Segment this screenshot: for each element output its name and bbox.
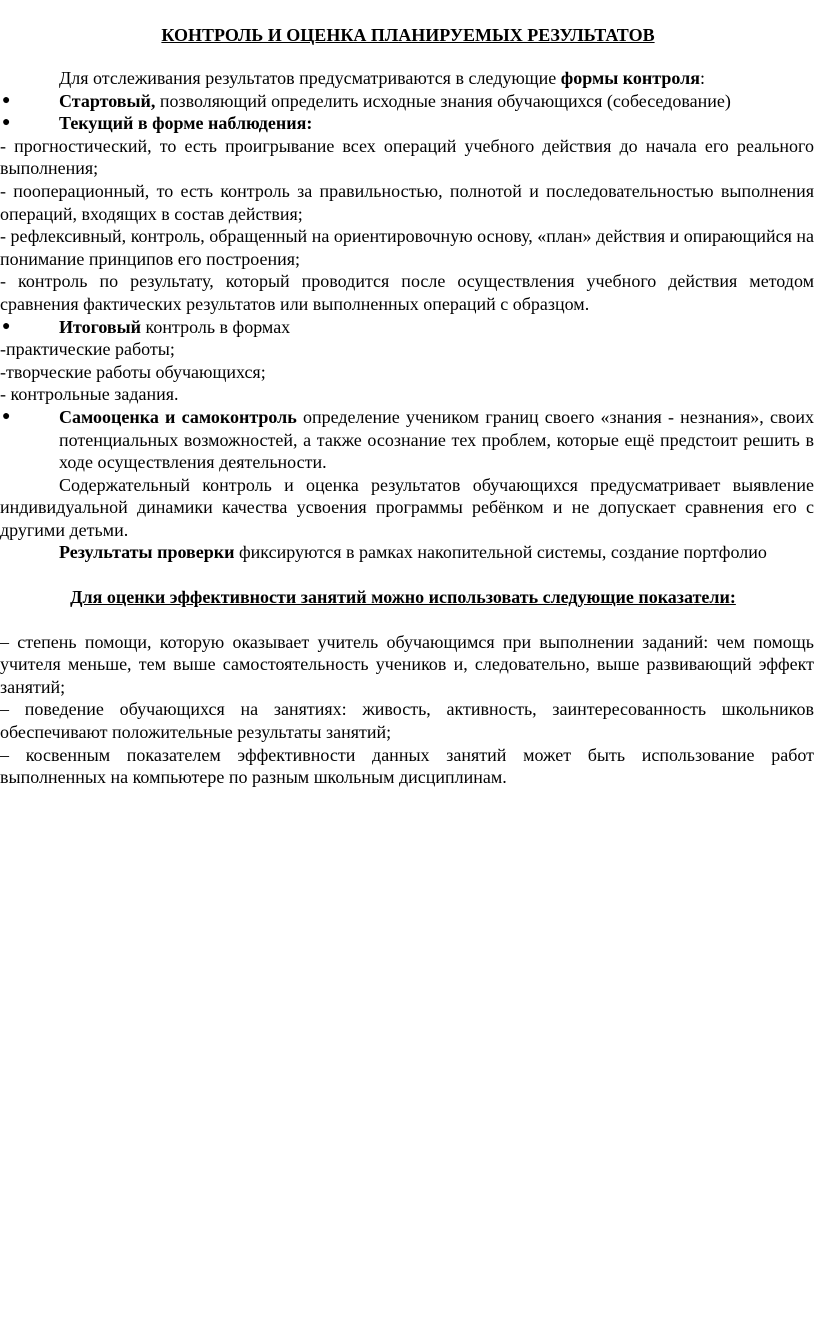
bullet-final-bold: Итоговый [59,316,142,337]
results-paragraph [0,541,814,564]
bullet-final [0,316,814,339]
intro-paragraph [0,67,814,90]
spacer [0,609,814,631]
bullet-current-bold: Текущий в форме наблюдения: [59,113,313,134]
final-item: -практические работы; [0,339,175,360]
bullet-self-text: определение учеником границ своего «знания - незнания», своих потенциальных возможностей, а также осознание тех проблем, которые ещё предстоит решить в ходе осуществления деятельности. [59,406,814,473]
intro-bold: формы контроля [560,68,700,88]
section-heading: Для оценки эффективности занятий можно использовать следующие показатели: [70,587,736,608]
bullet-start-text: позволяющий определить исходные знания обучающихся (собеседование) [155,90,731,111]
document-body [0,67,814,789]
bullet-current [0,112,814,135]
results-text: фиксируются в рамках накопительной системы, создание портфолио [234,542,767,563]
bullet-icon: ● [2,318,11,334]
bullet-icon: ● [2,92,11,108]
bullet-start [0,90,814,113]
final-item: -творческие работы обучающихся; [0,361,266,382]
bullet-icon: ● [2,408,11,424]
bullet-self-bold: Самооценка и самоконтроль [59,406,297,427]
spacer [0,564,814,586]
bullet-self [0,406,814,474]
bullet-start-bold: Стартовый, [59,90,156,111]
intro-text: Для отслеживания результатов предусматриваются в следующие [59,68,561,88]
indicator-item: – степень помощи, которую оказывает учитель обучающимся при выполнении заданий: чем помощь учителя меньше, тем выше самостоятельность учеников и, следовательно, выше развивающий эффект занятий; [0,631,814,697]
intro-tail: : [699,68,705,88]
current-item: - прогностический, то есть проигрывание всех операций учебного действия до начала его реального выполнения; [0,135,814,179]
bullet-icon: ● [2,115,11,131]
content-paragraph: Содержательный контроль и оценка результатов обучающихся предусматривает выявление индивидуальной динамики качества усвоения программы ребёнком и не допускает сравнения его с другими детьми. [0,474,814,540]
bullet-final-text: контроль в формах [141,316,291,337]
final-item: - контрольные задания. [0,384,179,405]
current-item: - пооперационный, то есть контроль за правильностью, полнотой и последовательностью выполнения операций, входящих в состав действия; [0,180,814,224]
indicator-item: – косвенным показателем эффективности данных занятий может быть использование работ выполненных на компьютере по разным школьным дисциплинам. [0,744,814,788]
indicator-item: – поведение обучающихся на занятиях: живость, активность, заинтересованность школьников обеспечивают положительные результаты занятий; [0,699,814,743]
results-bold: Результаты проверки [59,542,235,563]
current-item: - контроль по результату, который проводится после осуществления учебного действия методом сравнения фактических результатов или выполненных операций с образцом. [0,271,814,314]
current-item: - рефлексивный, контроль, обращенный на ориентировочную основу, «план» действия и опирающийся на понимание принципов его построения; [0,226,814,269]
page-title: КОНТРОЛЬ И ОЦЕНКА ПЛАНИРУЕМЫХ РЕЗУЛЬТАТОВ [161,25,655,45]
